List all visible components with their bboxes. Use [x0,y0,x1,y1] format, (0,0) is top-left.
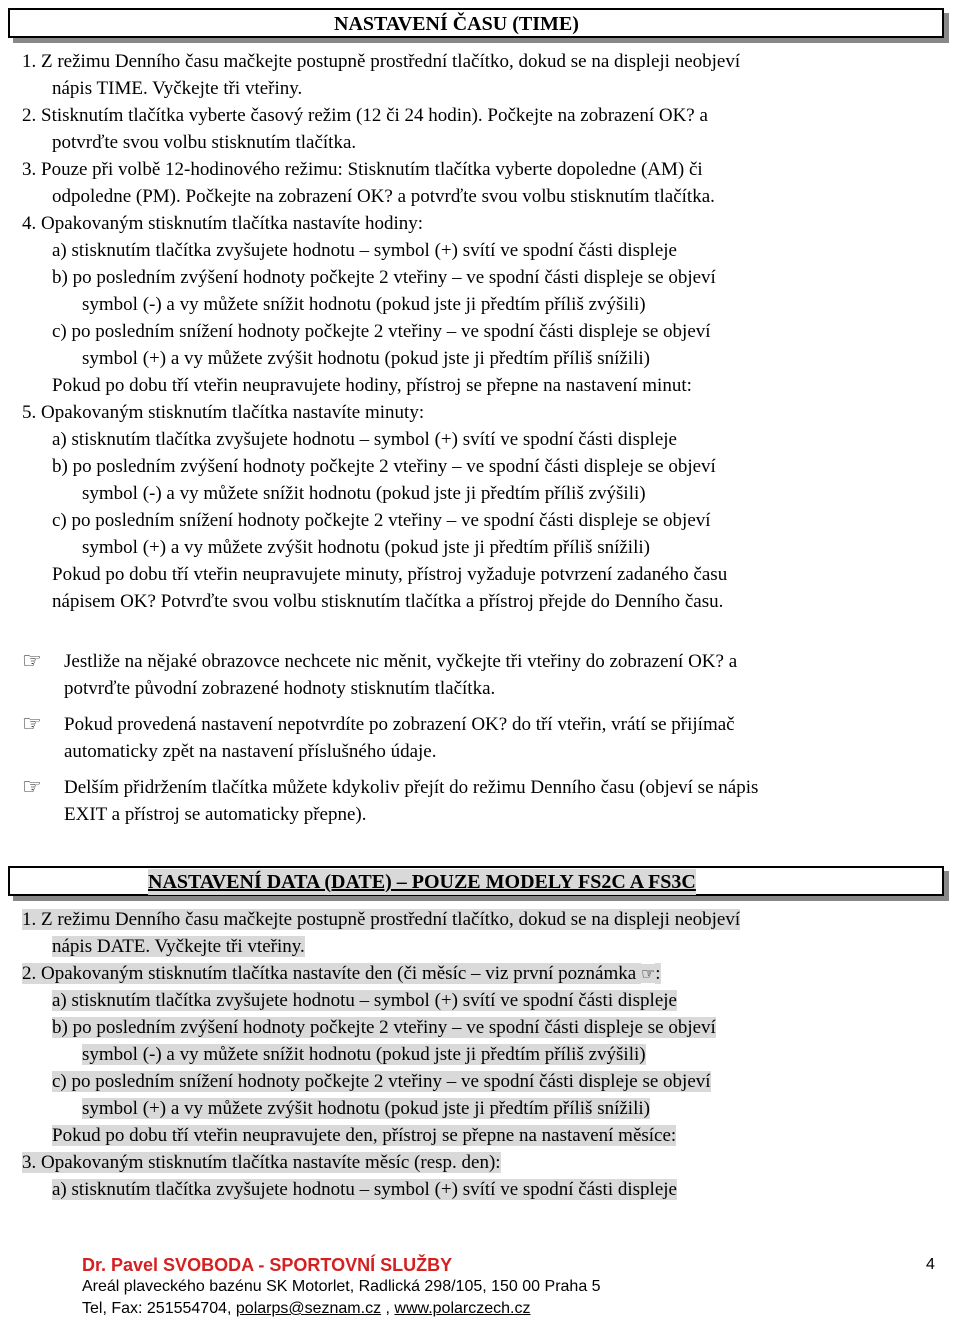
note-3-line-2: EXIT a přístroj se automaticky přepne). [64,804,367,825]
date-step-2-b-line-1 [52,1016,716,1040]
step-2-line-1: 2. Stisknutím tlačítka vyberte časový režim (12 či 24 hodin). Počkejte na zobrazení OK? a [22,105,708,126]
footer-phone: Tel, Fax: 251554704, [82,1300,236,1317]
step-5-a: a) stisknutím tlačítka zvyšujete hodnotu – symbol (+) svítí ve spodní části displeje [52,429,677,450]
step-2-line-2: potvrďte svou volbu stisknutím tlačítka. [52,132,357,153]
note-3-line-1: Delším přidržením tlačítka můžete kdykoliv přejít do režimu Denního času (objeví se nápis [64,777,759,798]
date-step-3-line-1-text: 3. Opakovaným stisknutím tlačítka nastavíte měsíc (resp. den): [22,1152,501,1173]
note-1-line-1: Jestliže na nějaké obrazovce nechcete nic měnit, vyčkejte tři vteřiny do zobrazení OK? a [64,651,738,672]
step-5-note-line-2: nápisem OK? Potvrďte svou volbu stisknutím tlačítka a přístroj přejde do Denního času. [52,591,724,612]
pointing-hand-icon: ☞ [22,649,42,674]
date-step-2-a [52,989,677,1013]
footer-web-link[interactable]: www.polarczech.cz [394,1300,531,1317]
date-step-1-line-1-text: 1. Z režimu Denního času mačkejte postupně prostřední tlačítko, dokud se na displeji neobjeví [22,909,741,930]
section-time-title: NASTAVENÍ ČASU (TIME) [334,13,579,35]
footer-address: Areál plaveckého bazénu SK Motorlet, Radlická 298/105, 150 00 Praha 5 [82,1278,601,1295]
step-5-b-line-1: b) po posledním zvýšení hodnoty počkejte 2 vteřiny – ve spodní části displeje se objeví [52,456,716,477]
step-3-line-1: 3. Pouze při volbě 12-hodinového režimu: Stisknutím tlačítka vyberte dopoledne (AM) či [22,159,703,180]
date-step-2-note-text: Pokud po dobu tří vteřin neupravujete den, přístroj se přepne na nastavení měsíce: [52,1125,677,1146]
step-5-c-line-1: c) po posledním snížení hodnoty počkejte 2 vteřiny – ve spodní části displeje se objeví [52,510,711,531]
section-time-header [8,8,944,38]
date-step-2-colon: : [655,963,661,984]
date-step-1-line-2 [52,935,305,959]
note-1-line-2: potvrďte původní zobrazené hodnoty stisknutím tlačítka. [64,678,496,699]
date-step-2-b-line-2-text: symbol (-) a vy můžete snížit hodnotu (pokud jste ji předtím příliš zvýšili) [82,1044,646,1065]
pointing-hand-icon: ☞ [22,775,42,800]
footer-email-link[interactable]: polarps@seznam.cz [235,1300,382,1317]
date-step-3-a-text: a) stisknutím tlačítka zvyšujete hodnotu – symbol (+) svítí ve spodní části displeje [52,1179,677,1200]
step-4-note: Pokud po dobu tří vteřin neupravujete hodiny, přístroj se přepne na nastavení minut: [52,375,692,396]
step-1-line-2: nápis TIME. Vyčkejte tři vteřiny. [52,78,303,99]
date-step-2-line-1-text: 2. Opakovaným stisknutím tlačítka nastavíte den (či měsíc – viz první poznámka [22,963,641,984]
step-4-c-line-1: c) po posledním snížení hodnoty počkejte 2 vteřiny – ve spodní části displeje se objeví [52,321,711,342]
footer-contact [82,1298,530,1318]
pointing-hand-icon: ☞ [22,712,42,737]
date-step-2-note [52,1124,676,1148]
footer-separator: , [381,1300,395,1317]
date-step-1-line-1 [22,908,740,932]
step-4-c-line-2: symbol (+) a vy můžete zvýšit hodnotu (pokud jste ji předtím příliš snížili) [82,348,650,369]
step-4-b-line-2: symbol (-) a vy můžete snížit hodnotu (pokud jste ji předtím příliš zvýšili) [82,294,646,315]
date-step-2-a-text: a) stisknutím tlačítka zvyšujete hodnotu – symbol (+) svítí ve spodní části displeje [52,990,677,1011]
step-1-line-1: 1. Z režimu Denního času mačkejte postupně prostřední tlačítko, dokud se na displeji neobjeví [22,51,741,72]
date-step-2-c-line-1-text: c) po posledním snížení hodnoty počkejte 2 vteřiny – ve spodní části displeje se objeví [52,1071,711,1092]
date-step-3-line-1 [22,1151,501,1175]
pointing-hand-icon: ☞ [640,964,656,983]
date-step-2-c-line-2-text: symbol (+) a vy můžete zvýšit hodnotu (pokud jste ji předtím příliš snížili) [82,1098,650,1119]
section-date-title: NASTAVENÍ DATA (DATE) – POUZE MODELY FS2C A FS3C [148,871,696,893]
note-2-line-2: automaticky zpět na nastavení příslušného údaje. [64,741,437,762]
date-step-2-b-line-2 [82,1043,646,1067]
step-5-c-line-2: symbol (+) a vy můžete zvýšit hodnotu (pokud jste ji předtím příliš snížili) [82,537,650,558]
date-step-3-a [52,1178,677,1202]
note-2-line-1: Pokud provedená nastavení nepotvrdíte po zobrazení OK? do tří vteřin, vrátí se přijímač [64,714,735,735]
step-5-b-line-2: symbol (-) a vy můžete snížit hodnotu (pokud jste ji předtím příliš zvýšili) [82,483,646,504]
date-step-2-b-line-1-text: b) po posledním zvýšení hodnoty počkejte 2 vteřiny – ve spodní části displeje se objeví [52,1017,716,1038]
step-5-note-line-1: Pokud po dobu tří vteřin neupravujete minuty, přístroj vyžaduje potvrzení zadaného času [52,564,728,585]
date-step-2-c-line-1 [52,1070,711,1094]
date-step-1-line-2-text: nápis DATE. Vyčkejte tři vteřiny. [52,936,305,957]
step-3-line-2: odpoledne (PM). Počkejte na zobrazení OK? a potvrďte svou volbu stisknutím tlačítka. [52,186,715,207]
step-4-b-line-1: b) po posledním zvýšení hodnoty počkejte 2 vteřiny – ve spodní části displeje se objeví [52,267,716,288]
footer-company-name: Dr. Pavel SVOBODA - SPORTOVNÍ SLUŽBY [82,1255,453,1275]
date-step-2-c-line-2 [82,1097,650,1121]
date-step-2-line-1 [22,962,661,986]
step-4-line-1: 4. Opakovaným stisknutím tlačítka nastavíte hodiny: [22,213,424,234]
step-4-a: a) stisknutím tlačítka zvyšujete hodnotu – symbol (+) svítí ve spodní části displeje [52,240,677,261]
section-date-header [8,866,944,896]
page-number: 4 [926,1256,935,1273]
step-5-line-1: 5. Opakovaným stisknutím tlačítka nastavíte minuty: [22,402,425,423]
